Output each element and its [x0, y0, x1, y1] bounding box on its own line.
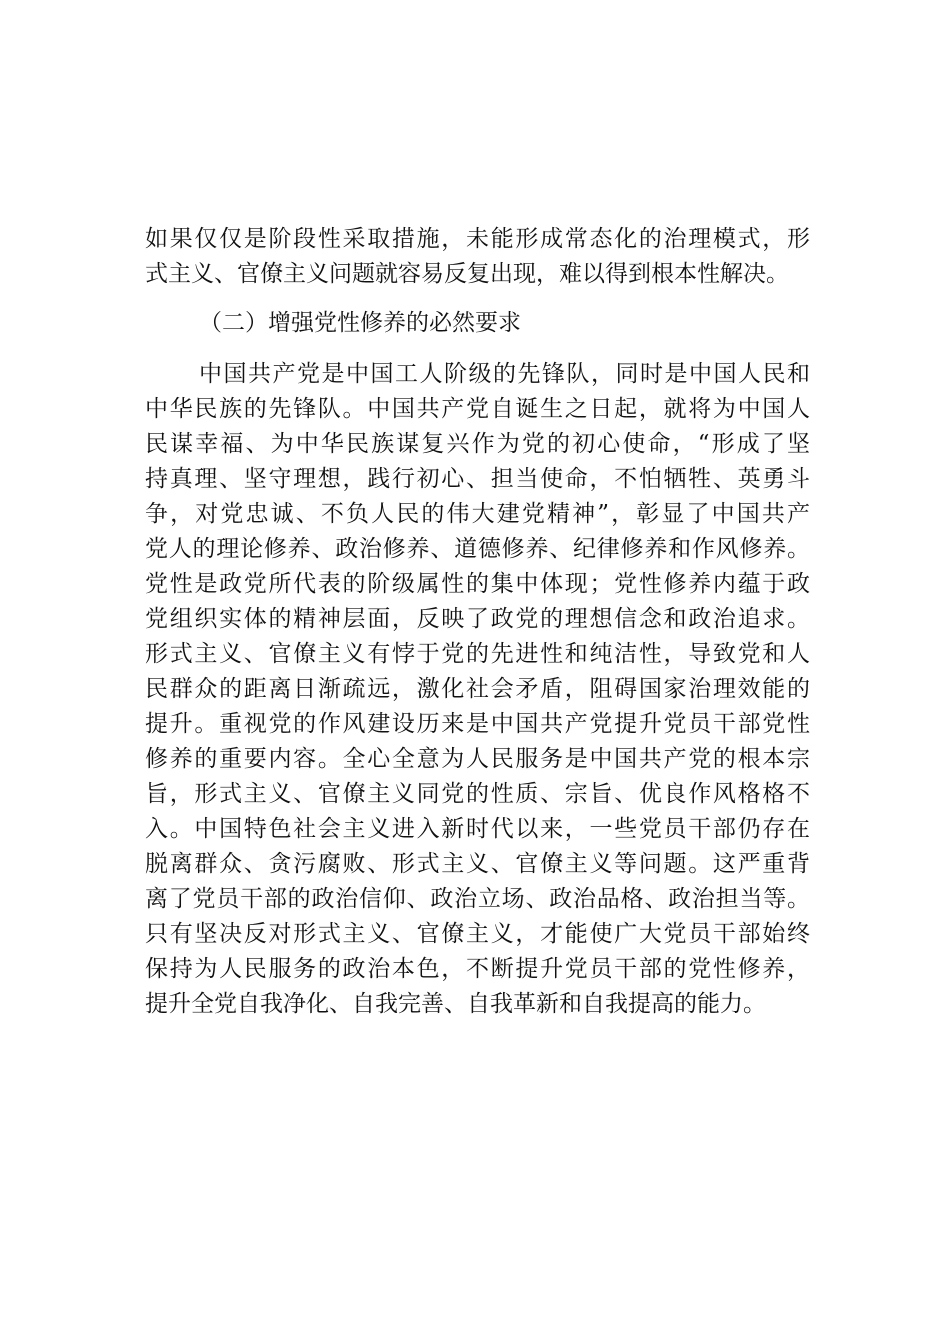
paragraph-line-2: 中华民族的先锋队。中国共产党自诞生之日起，就将为中国人 — [145, 396, 810, 422]
carryover-line-1: 如果仅仅是阶段性采取措施，未能形成常态化的治理模式，形 — [145, 226, 810, 252]
paragraph-line-10: 民群众的距离日渐疏远，激化社会矛盾，阻碍国家治理效能的 — [145, 676, 810, 702]
paragraph-line-9: 形式主义、官僚主义有悖于党的先进性和纯洁性，导致党和人 — [145, 641, 810, 667]
paragraph-line-12: 修养的重要内容。全心全意为人民服务是中国共产党的根本宗 — [145, 746, 810, 772]
paragraph-line-8: 党组织实体的精神层面，反映了政党的理想信念和政治追求。 — [145, 606, 810, 632]
paragraph-line-3: 民谋幸福、为中华民族谋复兴作为党的初心使命，“形成了坚 — [145, 431, 810, 457]
paragraph-line-18: 保持为人民服务的政治本色，不断提升党员干部的党性修养， — [145, 956, 810, 982]
section-heading: （二）增强党性修养的必然要求 — [199, 310, 521, 336]
paragraph-line-17: 只有坚决反对形式主义、官僚主义，才能使广大党员干部始终 — [145, 921, 810, 947]
paragraph-line-11: 提升。重视党的作风建设历来是中国共产党提升党员干部党性 — [145, 711, 810, 737]
carryover-line-2: 式主义、官僚主义问题就容易反复出现，难以得到根本性解决。 — [145, 261, 789, 287]
paragraph-line-6: 党人的理论修养、政治修养、道德修养、纪律修养和作风修养。 — [145, 536, 810, 562]
paragraph-line-19: 提升全党自我净化、自我完善、自我革新和自我提高的能力。 — [145, 991, 766, 1017]
paragraph-line-14: 入。中国特色社会主义进入新时代以来，一些党员干部仍存在 — [145, 816, 810, 842]
paragraph-line-15: 脱离群众、贪污腐败、形式主义、官僚主义等问题。这严重背 — [145, 851, 810, 877]
paragraph-line-1: 中国共产党是中国工人阶级的先锋队，同时是中国人民和 — [199, 361, 810, 387]
paragraph-line-13: 旨，形式主义、官僚主义同党的性质、宗旨、优良作风格格不 — [145, 781, 810, 807]
paragraph-line-16: 离了党员干部的政治信仰、政治立场、政治品格、政治担当等。 — [145, 886, 810, 912]
paragraph-line-5: 争，对党忠诚、不负人民的伟大建党精神”，彰显了中国共产 — [145, 501, 810, 527]
paragraph-line-7: 党性是政党所代表的阶级属性的集中体现；党性修养内蕴于政 — [145, 571, 810, 597]
paragraph-line-4: 持真理、坚守理想，践行初心、担当使命，不怕牺牲、英勇斗 — [145, 466, 810, 492]
